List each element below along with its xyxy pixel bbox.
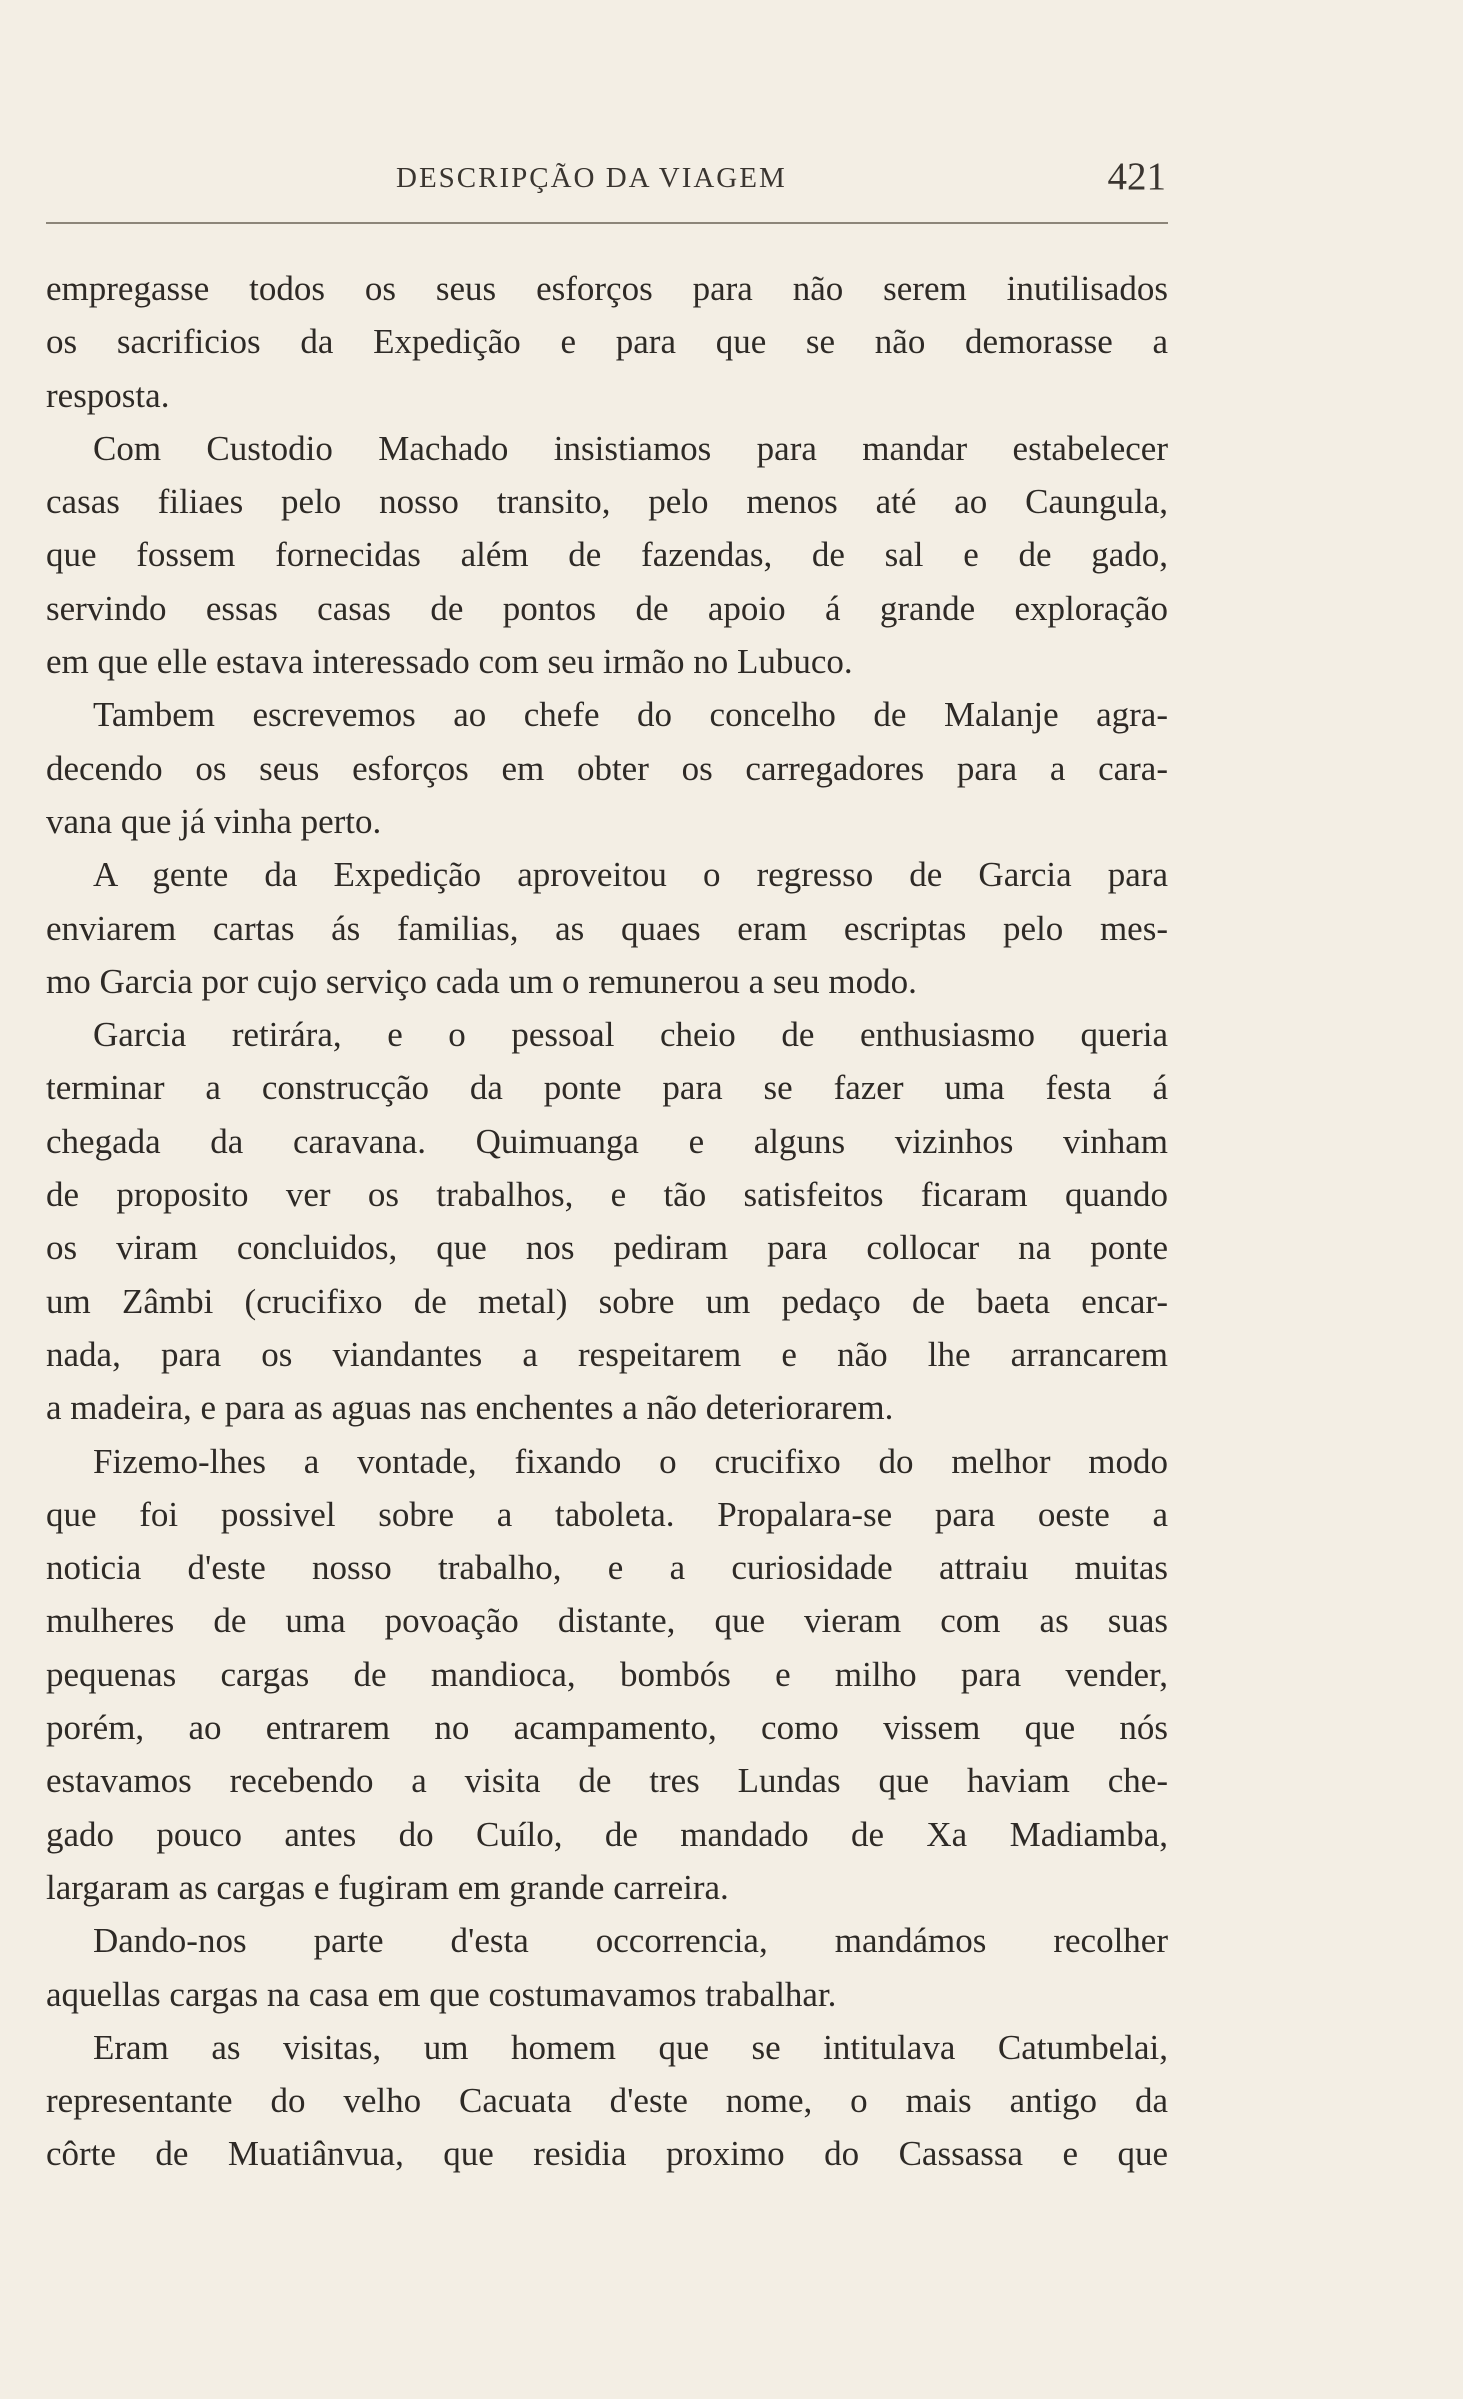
text-line: porém, ao entrarem no acampamento, como vissem que nós bbox=[46, 1708, 1168, 1748]
text-line: resposta. bbox=[46, 375, 170, 415]
text-line: nada, para os viandantes a respeitarem e não lhe arrancarem bbox=[46, 1334, 1168, 1374]
text-line: Tambem escrevemos ao chefe do concelho de Malanje agra- bbox=[93, 695, 1168, 735]
text-line: Com Custodio Machado insistiamos para mandar estabelecer bbox=[93, 428, 1168, 468]
text-line: pequenas cargas de mandioca, bombós e milho para vender, bbox=[46, 1654, 1168, 1694]
text-line: vana que já vinha perto. bbox=[46, 801, 382, 841]
text-line: chegada da caravana. Quimuanga e alguns vizinhos vinham bbox=[46, 1121, 1168, 1161]
text-line: largaram as cargas e fugiram em grande carreira. bbox=[46, 1867, 729, 1907]
text-line: os viram concluidos, que nos pediram para collocar na ponte bbox=[46, 1228, 1168, 1268]
text-line: enviarem cartas ás familias, as quaes eram escriptas pelo mes- bbox=[46, 908, 1168, 948]
text-line: servindo essas casas de pontos de apoio á grande exploração bbox=[46, 588, 1168, 628]
text-line: em que elle estava interessado com seu irmão no Lubuco. bbox=[46, 642, 853, 682]
text-line: Dando-nos parte d'esta occorrencia, mandámos recolher bbox=[93, 1921, 1168, 1961]
running-title: DESCRIPÇÃO DA VIAGEM bbox=[396, 162, 787, 194]
text-line: mulheres de uma povoação distante, que vieram com as suas bbox=[46, 1601, 1168, 1641]
text-line: casas filiaes pelo nosso transito, pelo menos até ao Caungula, bbox=[46, 482, 1168, 522]
text-line: terminar a construcção da ponte para se fazer uma festa á bbox=[46, 1068, 1168, 1108]
text-line: noticia d'este nosso trabalho, e a curiosidade attraiu muitas bbox=[46, 1548, 1168, 1588]
text-line: a madeira, e para as aguas nas enchentes a não deteriorarem. bbox=[46, 1388, 894, 1428]
text-line: representante do velho Cacuata d'este nome, o mais antigo da bbox=[46, 2081, 1168, 2121]
text-line: empregasse todos os seus esforços para não serem inutilisados bbox=[46, 269, 1168, 308]
header-rule bbox=[46, 222, 1168, 224]
body-text bbox=[46, 262, 1168, 2181]
text-line: decendo os seus esforços em obter os carregadores para a cara- bbox=[46, 748, 1168, 788]
text-line: Fizemo-lhes a vontade, fixando o crucifixo do melhor modo bbox=[93, 1441, 1168, 1481]
text-line: gado pouco antes do Cuílo, de mandado de Xa Madiamba, bbox=[46, 1814, 1168, 1854]
page-header bbox=[46, 150, 1166, 210]
text-line: Eram as visitas, um homem que se intitulava Catumbelai, bbox=[93, 2027, 1168, 2067]
page-number: 421 bbox=[1107, 155, 1166, 198]
text-line: Garcia retirára, e o pessoal cheio de enthusiasmo queria bbox=[93, 1015, 1168, 1055]
text-line: que fossem fornecidas além de fazendas, de sal e de gado, bbox=[46, 535, 1168, 575]
text-line: aquellas cargas na casa em que costumavamos trabalhar. bbox=[46, 1974, 837, 2014]
text-line: côrte de Muatiânvua, que residia proximo do Cassassa e que bbox=[46, 2134, 1168, 2174]
text-line: mo Garcia por cujo serviço cada um o remunerou a seu modo. bbox=[46, 961, 917, 1001]
text-line: estavamos recebendo a visita de tres Lundas que haviam che- bbox=[46, 1761, 1168, 1801]
text-line: um Zâmbi (crucifixo de metal) sobre um pedaço de baeta encar- bbox=[46, 1281, 1168, 1321]
text-line: A gente da Expedição aproveitou o regresso de Garcia para bbox=[93, 855, 1168, 895]
text-line: de proposito ver os trabalhos, e tão satisfeitos ficaram quando bbox=[46, 1175, 1168, 1215]
text-line: os sacrificios da Expedição e para que se não demorasse a bbox=[46, 322, 1168, 362]
text-line: que foi possivel sobre a taboleta. Propalara-se para oeste a bbox=[46, 1494, 1168, 1534]
